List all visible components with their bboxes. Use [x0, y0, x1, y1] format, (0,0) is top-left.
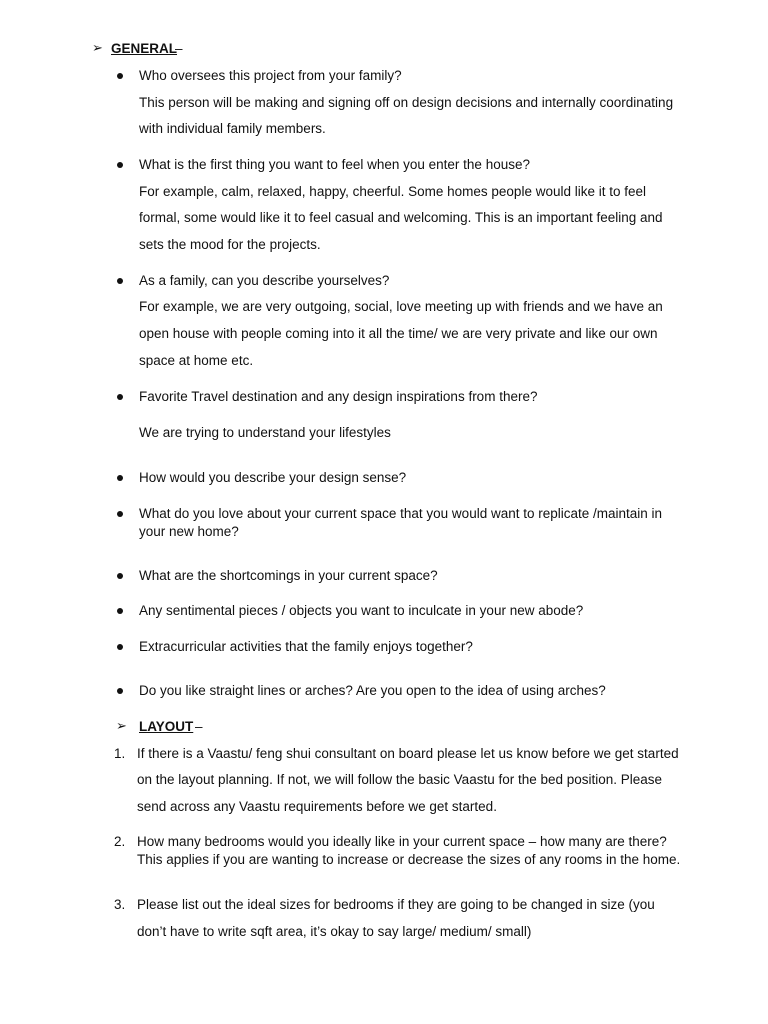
explanation-text: with individual family members.	[139, 121, 326, 136]
explanation-text: formal, some would like it to feel casual and welcoming. This is an important feeling and	[139, 210, 663, 225]
explanation-text: open house with people coming into it all the time/ we are very private and like our own	[139, 326, 658, 341]
general-heading: GENERAL	[111, 41, 178, 56]
question-text: Extracurricular activities that the family enjoys together?	[139, 639, 473, 654]
layout-question-text: How many bedrooms would you ideally like in your current space – how many are there?	[137, 834, 667, 849]
question-text: Do you like straight lines or arches? Are you open to the idea of using arches?	[139, 683, 606, 698]
layout-question-text: don’t have to write sqft area, it’s okay to say large/ medium/ small)	[137, 924, 532, 939]
bullet-icon	[117, 644, 123, 650]
layout-question-text: send across any Vaastu requirements before we get started.	[137, 799, 497, 814]
layout-question-text: This applies if you are wanting to increase or decrease the sizes of any rooms in the home.	[137, 852, 681, 867]
question-text: Favorite Travel destination and any design inspirations from there?	[139, 389, 538, 404]
layout-question-text: Please list out the ideal sizes for bedrooms if they are going to be changed in size (you	[137, 897, 655, 912]
bullet-icon	[117, 278, 123, 284]
bullet-icon	[117, 688, 123, 694]
bullet-icon	[117, 573, 123, 579]
bullet-icon	[117, 394, 123, 400]
arrow-bullet-icon: ➢	[92, 40, 103, 55]
question-text: Any sentimental pieces / objects you want to inculcate in your new abode?	[139, 603, 584, 618]
question-text: As a family, can you describe yourselves?	[139, 273, 390, 288]
explanation-text: For example, calm, relaxed, happy, cheerful. Some homes people would like it to feel	[139, 184, 647, 199]
question-text: Who oversees this project from your family?	[139, 68, 402, 83]
bullet-icon	[117, 511, 123, 517]
bullet-icon	[117, 73, 123, 79]
question-text: What do you love about your current space that you would want to replicate /maintain in	[139, 506, 663, 521]
question-text: How would you describe your design sense?	[139, 470, 407, 485]
list-number: 3.	[114, 897, 126, 912]
list-number: 2.	[114, 834, 126, 849]
list-number: 1.	[114, 746, 126, 761]
bullet-icon	[117, 475, 123, 481]
question-text: your new home?	[139, 524, 239, 539]
layout-heading-dash: –	[195, 719, 203, 734]
explanation-text: This person will be making and signing off on design decisions and internally coordinating	[139, 95, 674, 110]
arrow-bullet-icon: ➢	[116, 718, 127, 733]
layout-heading: LAYOUT	[139, 719, 194, 734]
general-heading-dash: –	[175, 41, 183, 56]
question-text: What are the shortcomings in your current space?	[139, 568, 438, 583]
explanation-text: For example, we are very outgoing, social, love meeting up with friends and we have an	[139, 299, 663, 314]
question-text: What is the first thing you want to feel when you enter the house?	[139, 157, 530, 172]
layout-question-text: If there is a Vaastu/ feng shui consultant on board please let us know before we get started	[137, 746, 679, 761]
explanation-text: space at home etc.	[139, 353, 254, 368]
explanation-text: We are trying to understand your lifestyles	[139, 425, 391, 440]
explanation-text: sets the mood for the projects.	[139, 237, 321, 252]
bullet-icon	[117, 608, 123, 614]
layout-question-text: on the layout planning. If not, we will follow the basic Vaastu for the bed position. Please	[137, 772, 663, 787]
bullet-icon	[117, 162, 123, 168]
